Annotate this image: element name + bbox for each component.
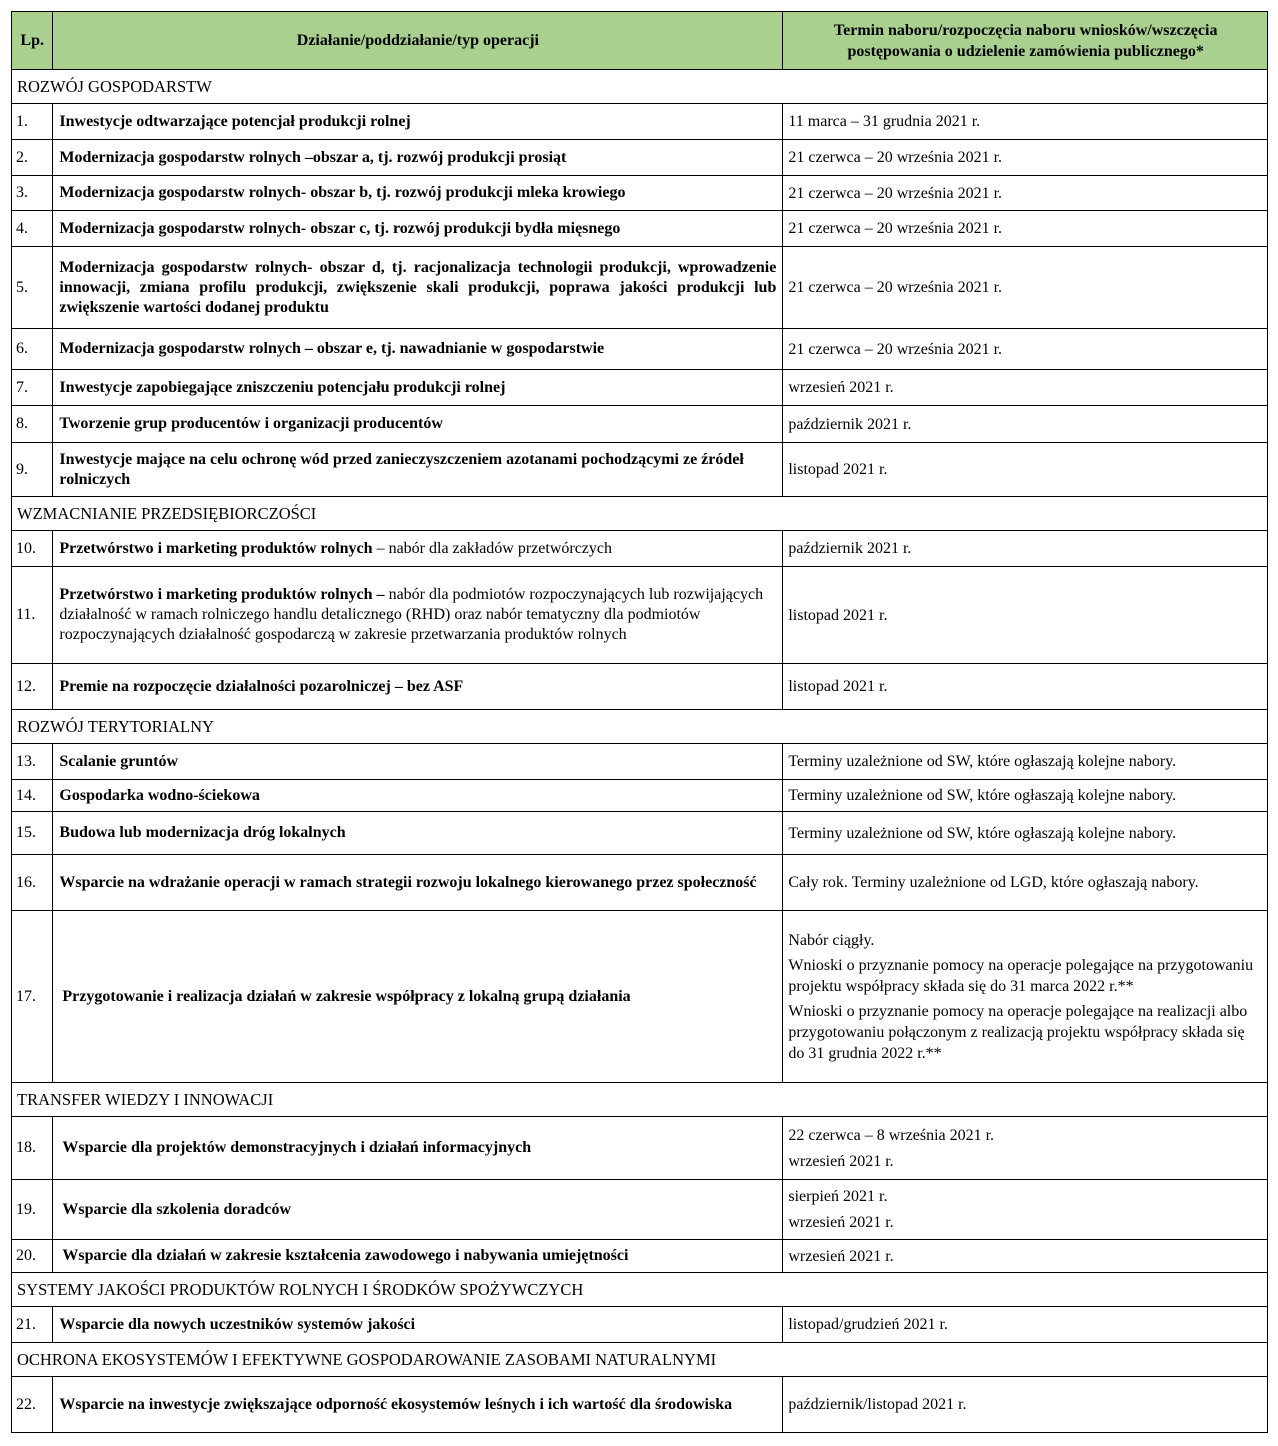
term-line: listopad 2021 r. [788, 461, 888, 478]
section-title: TRANSFER WIEDZY I INNOWACJI [12, 1083, 1268, 1117]
section-row [12, 1083, 1268, 1117]
section-row [12, 497, 1268, 531]
term-cell [783, 104, 1268, 140]
row-number: 14. [12, 780, 53, 812]
activity-cell [53, 780, 783, 812]
row-number: 1. [12, 104, 53, 140]
row-number: 18. [12, 1117, 53, 1180]
row-number: 7. [12, 370, 53, 406]
activity-name: Przetwórstwo i marketing produktów rolnych – [59, 586, 385, 603]
header-term: Termin naboru/rozpoczęcia naboru wniosków/wszczęcia postępowania o udzielenie zamówienia publicznego* [783, 12, 1268, 70]
term-line: sierpień 2021 r. [788, 1188, 888, 1205]
activity-cell [53, 1117, 783, 1180]
header-row [12, 12, 1268, 70]
table-row [12, 1180, 1268, 1240]
term-line: 11 marca – 31 grudnia 2021 r. [788, 113, 981, 130]
row-number: 2. [12, 140, 53, 176]
section-row [12, 710, 1268, 744]
activity-cell [53, 1240, 783, 1273]
term-line: 21 czerwca – 20 września 2021 r. [788, 279, 1003, 296]
section-row [12, 1273, 1268, 1307]
activity-name: Wsparcie na wdrażanie operacji w ramach strategii rozwoju lokalnego kierowanego przez społeczność [59, 873, 757, 891]
term-line: listopad 2021 r. [788, 678, 888, 695]
activity-name: Modernizacja gospodarstw rolnych- obszar c, tj. rozwój produkcji bydła mięsnego [59, 219, 621, 237]
table-row [12, 211, 1268, 247]
activity-description: – nabór dla zakładów przetwórczych [372, 539, 613, 557]
term-cell [783, 176, 1268, 211]
section-title: SYSTEMY JAKOŚCI PRODUKTÓW ROLNYCH I ŚRODKÓW SPOŻYWCZYCH [12, 1273, 1268, 1307]
term-cell [783, 1377, 1268, 1433]
row-number: 16. [12, 855, 53, 911]
activity-cell [53, 1180, 783, 1240]
activity-cell [53, 744, 783, 780]
activity-name: Tworzenie grup producentów i organizacji producentów [59, 415, 443, 432]
term-cell [783, 855, 1268, 911]
term-line: wrzesień 2021 r. [788, 1247, 894, 1265]
row-number: 12. [12, 664, 53, 710]
row-number: 11. [12, 567, 53, 664]
row-number: 19. [12, 1180, 53, 1240]
term-line: wrzesień 2021 r. [788, 379, 894, 396]
row-number: 4. [12, 211, 53, 247]
activity-name: Inwestycje odtwarzające potencjał produkcji rolnej [59, 112, 411, 130]
term-line: Terminy uzależnione od SW, które ogłaszają kolejne nabory. [788, 824, 1177, 842]
header-lp: Lp. [12, 12, 53, 70]
section-title: WZMACNIANIE PRZEDSIĘBIORCZOŚCI [12, 497, 1268, 531]
activity-cell [53, 1377, 783, 1433]
term-line: październik 2021 r. [788, 540, 912, 557]
term-line: Wnioski o przyznanie pomocy na operacje polegające na realizacji albo przygotowaniu połączonym z realizacją projektu współpracy składa się do 31 grudnia 2022 r.** [788, 1002, 1248, 1062]
term-cell [783, 812, 1268, 855]
section-row [12, 70, 1268, 104]
activity-name: Budowa lub modernizacja dróg lokalnych [59, 824, 346, 841]
table-row [12, 780, 1268, 812]
row-number: 13. [12, 744, 53, 780]
activity-cell [53, 329, 783, 370]
term-cell [783, 1240, 1268, 1273]
table-row [12, 1307, 1268, 1343]
activity-description: nabór dla podmiotów rozpoczynających lub rozwijających działalność w ramach rolniczego handlu detalicznego (RHD) oraz nabór tematyczny dla podmiotów rozpoczynających działalność gospodarczą w zakresie przetwarzania produktów rolnych [59, 586, 764, 643]
row-number: 9. [12, 443, 53, 497]
activity-cell [53, 176, 783, 211]
activity-name: Przetwórstwo i marketing produktów rolnych [59, 539, 373, 557]
term-cell [783, 531, 1268, 567]
term-cell [783, 744, 1268, 780]
term-line: Terminy uzależnione od SW, które ogłaszają kolejne nabory. [788, 753, 1177, 770]
row-number: 17. [12, 911, 53, 1083]
activity-name: Modernizacja gospodarstw rolnych- obszar d, tj. racjonalizacja technologii produkcji, wprowadzenie innowacji, zmiana profilu produkcji, zwiększenie skali produkcji, poprawa jakości produkcji lub zwiększenie wartości dodanej produktu [59, 258, 777, 316]
row-number: 22. [12, 1377, 53, 1433]
table-row [12, 1377, 1268, 1433]
table-row [12, 370, 1268, 406]
term-line: Terminy uzależnione od SW, które ogłaszają kolejne nabory. [788, 787, 1177, 804]
table-row [12, 329, 1268, 370]
term-line: Cały rok. Terminy uzależnione od LGD, które ogłaszają nabory. [788, 874, 1199, 891]
activity-name: Scalanie gruntów [59, 752, 179, 770]
row-number: 21. [12, 1307, 53, 1343]
table-body [12, 70, 1268, 1433]
term-cell [783, 1117, 1268, 1180]
activity-name: Wsparcie dla szkolenia doradców [62, 1200, 291, 1218]
activity-cell [53, 140, 783, 176]
term-line: 21 czerwca – 20 września 2021 r. [788, 340, 1003, 358]
activity-name: Wsparcie na inwestycje zwiększające odporność ekosystemów leśnych i ich wartość dla środowiska [59, 1395, 733, 1413]
term-cell [783, 211, 1268, 247]
term-line: listopad/grudzień 2021 r. [788, 1316, 948, 1333]
term-cell [783, 780, 1268, 812]
term-cell [783, 443, 1268, 497]
table-row [12, 247, 1268, 329]
activity-cell [53, 443, 783, 497]
activity-cell [53, 370, 783, 406]
activity-cell [53, 211, 783, 247]
activity-name: Przygotowanie i realizacja działań w zakresie współpracy z lokalną grupą działania [62, 987, 631, 1005]
term-cell [783, 406, 1268, 443]
table-row [12, 744, 1268, 780]
table-row [12, 911, 1268, 1083]
term-line: 21 czerwca – 20 września 2021 r. [788, 220, 1003, 237]
section-title: OCHRONA EKOSYSTEMÓW I EFEKTYWNE GOSPODAROWANIE ZASOBAMI NATURALNYMI [12, 1343, 1268, 1377]
activity-cell [53, 911, 783, 1083]
activity-cell [53, 531, 783, 567]
activity-name: Modernizacja gospodarstw rolnych- obszar b, tj. rozwój produkcji mleka krowiego [59, 184, 626, 201]
term-cell [783, 140, 1268, 176]
term-cell [783, 329, 1268, 370]
row-number: 8. [12, 406, 53, 443]
activity-cell [53, 855, 783, 911]
term-cell [783, 664, 1268, 710]
table-row [12, 664, 1268, 710]
row-number: 3. [12, 176, 53, 211]
term-cell [783, 1180, 1268, 1240]
term-cell [783, 370, 1268, 406]
activity-name: Wsparcie dla działań w zakresie kształcenia zawodowego i nabywania umiejętności [62, 1247, 629, 1264]
table-row [12, 176, 1268, 211]
term-line: listopad 2021 r. [788, 606, 888, 624]
term-line: 22 czerwca – 8 września 2021 r. [788, 1126, 995, 1144]
term-line: październik 2021 r. [788, 415, 912, 433]
term-line: wrzesień 2021 r. [788, 1214, 894, 1231]
activity-cell [53, 104, 783, 140]
table-row [12, 1240, 1268, 1273]
table-row [12, 567, 1268, 664]
term-line: 21 czerwca – 20 września 2021 r. [788, 149, 1003, 166]
header-activity: Działanie/poddziałanie/typ operacji [53, 12, 783, 70]
term-line: październik/listopad 2021 r. [788, 1396, 967, 1413]
recruitment-schedule-table [11, 11, 1268, 1433]
activity-name: Wsparcie dla nowych uczestników systemów jakości [59, 1315, 416, 1333]
section-title: ROZWÓJ TERYTORIALNY [12, 710, 1268, 744]
table-row [12, 1117, 1268, 1180]
activity-name: Modernizacja gospodarstw rolnych – obszar e, tj. nawadnianie w gospodarstwie [59, 340, 605, 357]
row-number: 15. [12, 812, 53, 855]
activity-cell [53, 567, 783, 664]
term-line: 21 czerwca – 20 września 2021 r. [788, 184, 1003, 202]
activity-name: Inwestycje zapobiegające zniszczeniu potencjału produkcji rolnej [59, 378, 506, 396]
table-row [12, 104, 1268, 140]
row-number: 10. [12, 531, 53, 567]
table-row [12, 140, 1268, 176]
section-title: ROZWÓJ GOSPODARSTW [12, 70, 1268, 104]
activity-name: Premie na rozpoczęcie działalności pozarolniczej – bez ASF [59, 677, 464, 695]
table-row [12, 855, 1268, 911]
activity-cell [53, 664, 783, 710]
activity-name: Gospodarka wodno-ściekowa [59, 786, 260, 804]
row-number: 6. [12, 329, 53, 370]
row-number: 20. [12, 1240, 53, 1273]
activity-name: Wsparcie dla projektów demonstracyjnych i działań informacyjnych [62, 1139, 532, 1156]
table-row [12, 443, 1268, 497]
term-cell [783, 911, 1268, 1083]
term-cell [783, 1307, 1268, 1343]
section-row [12, 1343, 1268, 1377]
table-row [12, 406, 1268, 443]
term-line: wrzesień 2021 r. [788, 1152, 894, 1170]
table-row [12, 531, 1268, 567]
row-number: 5. [12, 247, 53, 329]
activity-cell [53, 247, 783, 329]
term-line: Wnioski o przyznanie pomocy na operacje polegające na przygotowaniu projektu współpracy składa się do 31 marca 2022 r.** [788, 956, 1254, 995]
activity-name: Inwestycje mające na celu ochronę wód przed zanieczyszczeniem azotanami pochodzącymi ze źródeł rolniczych [59, 450, 744, 488]
term-line: Nabór ciągły. [788, 931, 875, 949]
term-cell [783, 567, 1268, 664]
activity-cell [53, 812, 783, 855]
activity-name: Modernizacja gospodarstw rolnych –obszar a, tj. rozwój produkcji prosiąt [59, 148, 567, 166]
activity-cell [53, 406, 783, 443]
activity-cell [53, 1307, 783, 1343]
table-row [12, 812, 1268, 855]
term-cell [783, 247, 1268, 329]
